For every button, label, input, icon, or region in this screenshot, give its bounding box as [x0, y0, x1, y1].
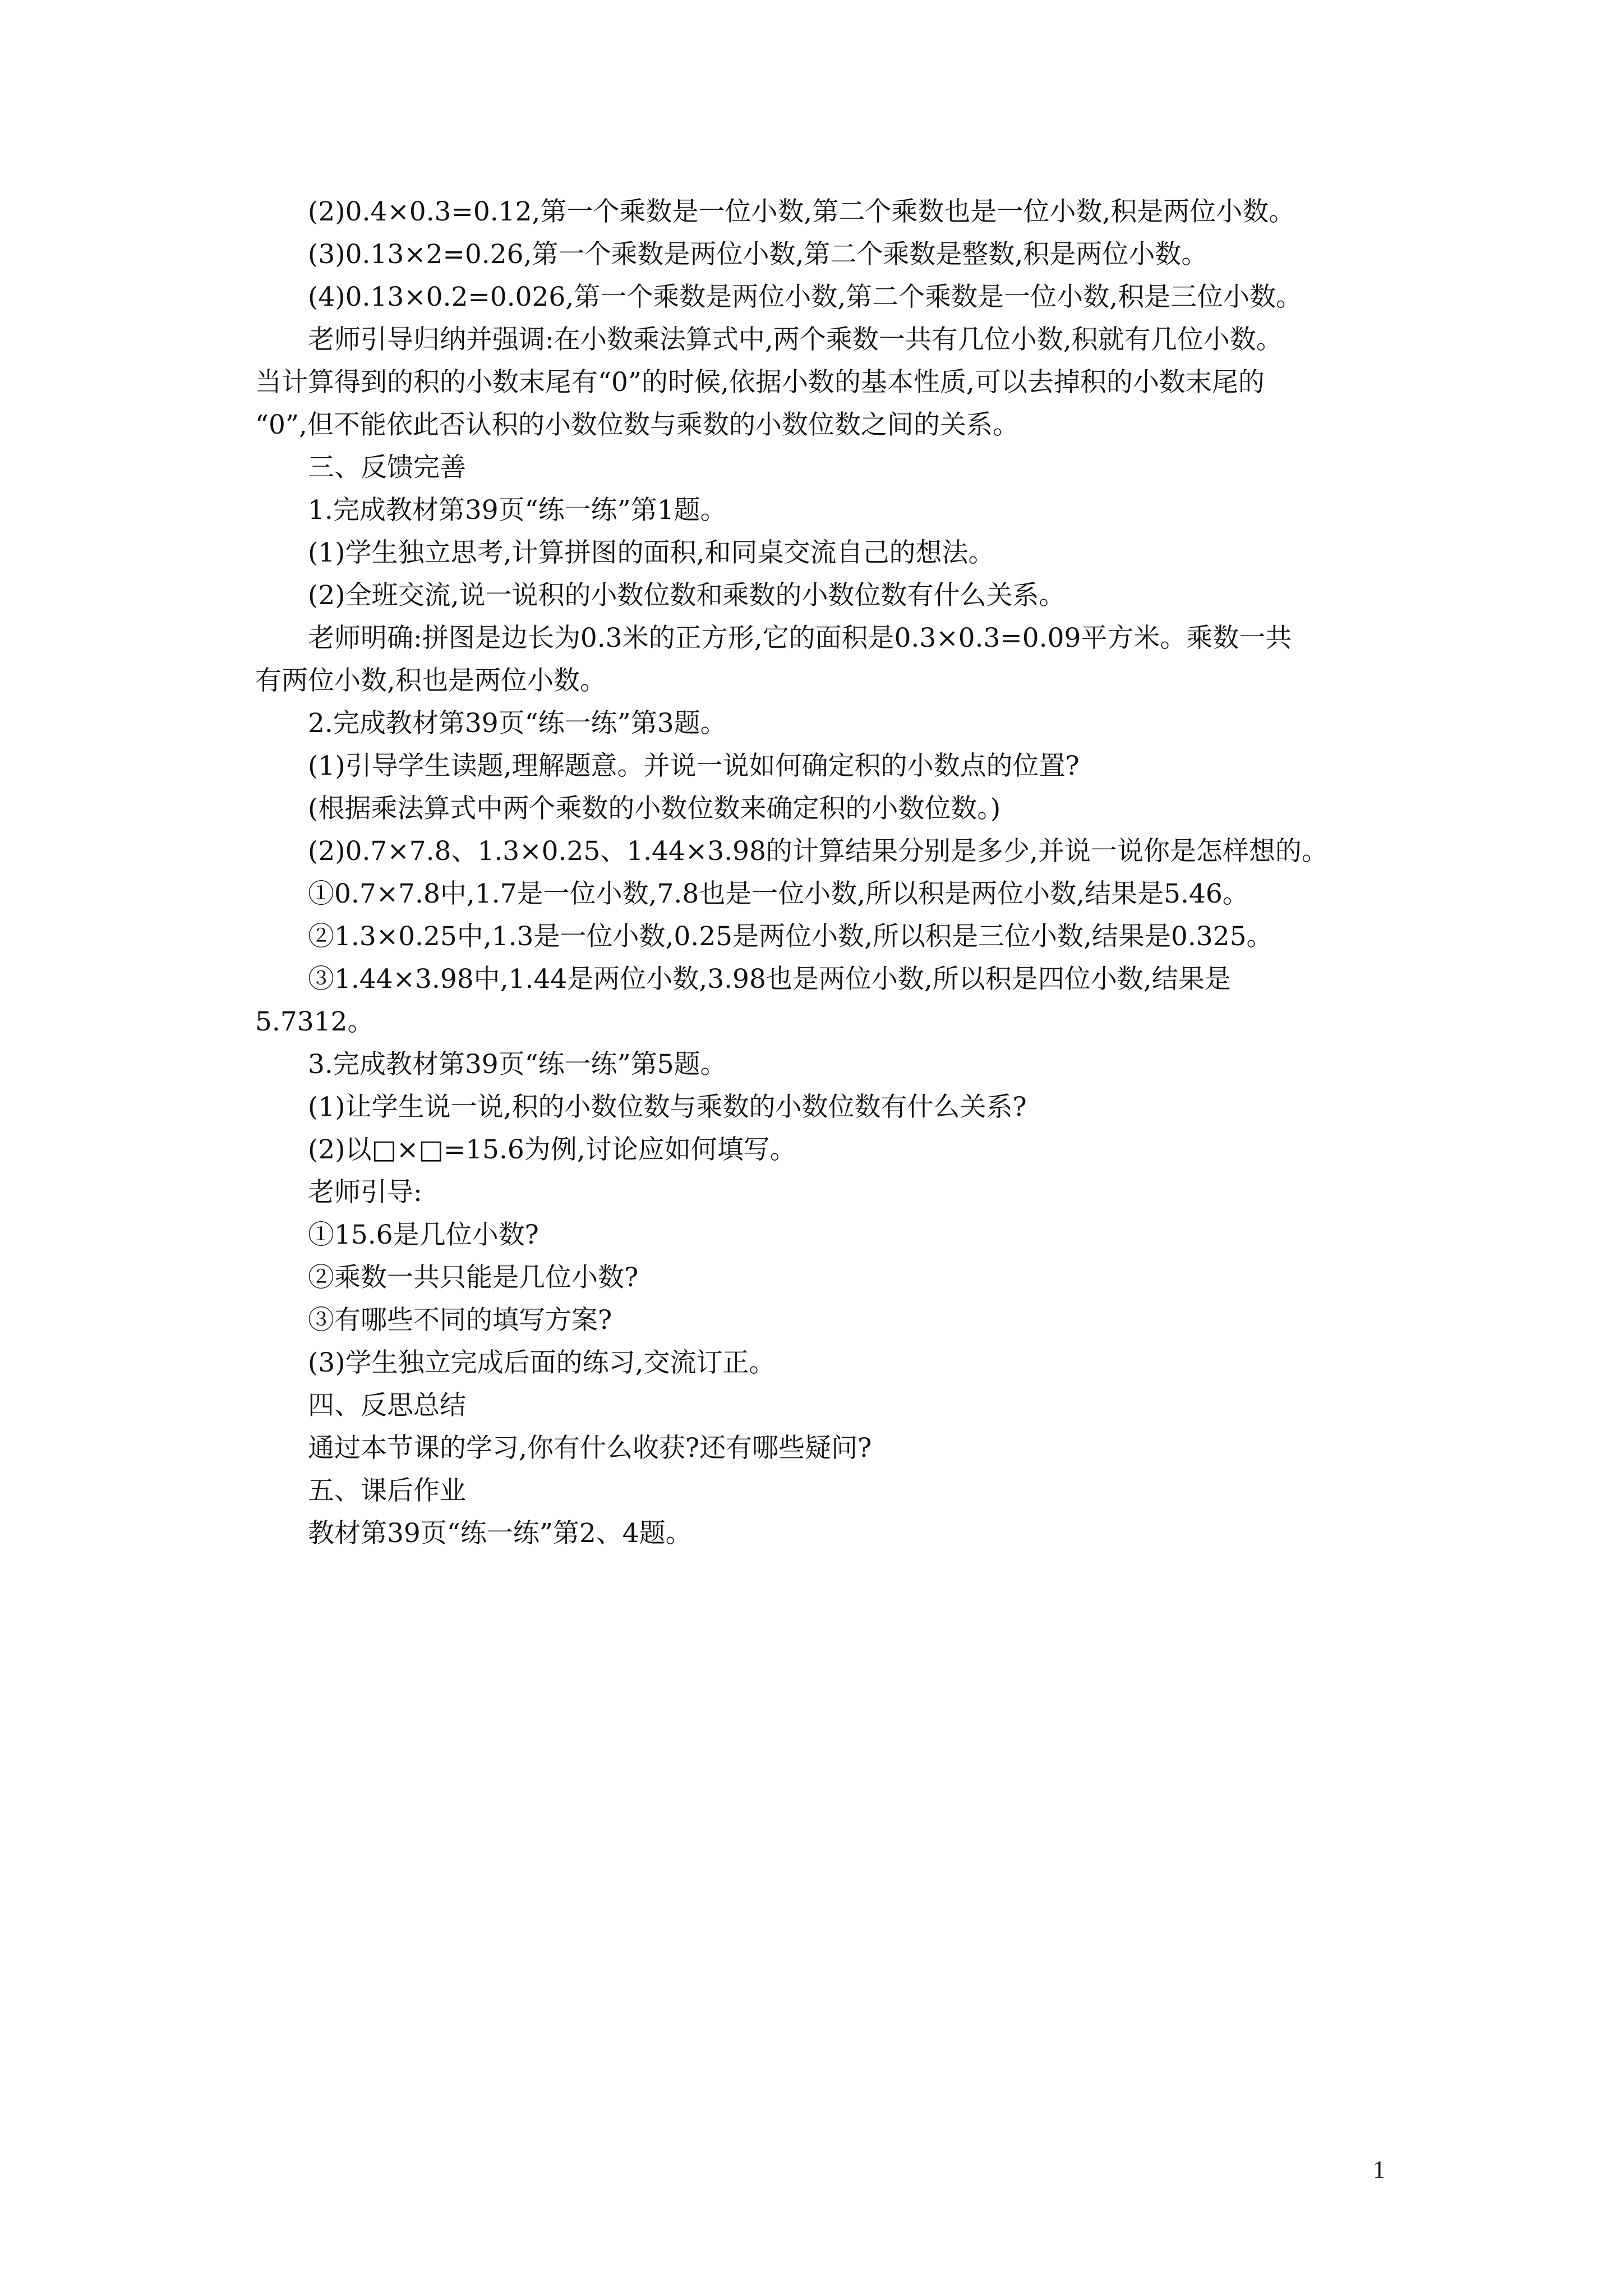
paragraph-line: (根据乘法算式中两个乘数的小数位数来确定积的小数位数。) [308, 793, 1001, 824]
paragraph-line: ③有哪些不同的填写方案? [308, 1305, 612, 1336]
paragraph-line: “0”,但不能依此否认积的小数位数与乘数的小数位数之间的关系。 [255, 409, 1019, 440]
paragraph-line: ②乘数一共只能是几位小数? [308, 1262, 639, 1293]
paragraph-line: (1)让学生说一说,积的小数位数与乘数的小数位数有什么关系? [308, 1092, 1027, 1122]
paragraph-line: 1.完成教材第39页“练一练”第1题。 [308, 495, 727, 526]
paragraph-line: (4)0.13×0.2=0.026,第一个乘数是两位小数,第二个乘数是一位小数,积是三位小数。 [308, 282, 1303, 312]
paragraph-line: (2)0.7×7.8、1.3×0.25、1.44×3.98的计算结果分别是多少,并说一说你是怎样想的。 [308, 836, 1328, 867]
paragraph-line: 当计算得到的积的小数末尾有“0”的时候,依据小数的基本性质,可以去掉积的小数末尾的 [255, 367, 1265, 398]
body-text [255, 191, 1422, 1555]
paragraph-line: (2)以□×□=15.6为例,讨论应如何填写。 [308, 1134, 796, 1165]
paragraph-line: ②1.3×0.25中,1.3是一位小数,0.25是两位小数,所以积是三位小数,结果是0.325。 [308, 921, 1273, 952]
paragraph-line: 3.完成教材第39页“练一练”第5题。 [308, 1049, 727, 1080]
paragraph-line: (2)全班交流,说一说积的小数位数和乘数的小数位数有什么关系。 [308, 580, 1066, 611]
section-heading: 四、反思总结 [308, 1390, 466, 1421]
paragraph-line: 老师引导: [308, 1177, 422, 1208]
paragraph-line: (3)0.13×2=0.26,第一个乘数是两位小数,第二个乘数是整数,积是两位小数。 [308, 239, 1208, 270]
paragraph-line: ①15.6是几位小数? [308, 1220, 539, 1250]
paragraph-line: (2)0.4×0.3=0.12,第一个乘数是一位小数,第二个乘数也是一位小数,积是两位小数。 [308, 196, 1295, 227]
section-heading: 五、课后作业 [308, 1475, 466, 1506]
paragraph-line: (1)学生独立思考,计算拼图的面积,和同桌交流自己的想法。 [308, 537, 995, 568]
paragraph-line: (1)引导学生读题,理解题意。并说一说如何确定积的小数点的位置? [308, 751, 1080, 781]
section-heading: 三、反馈完善 [308, 452, 466, 483]
paragraph-line: 通过本节课的学习,你有什么收获?还有哪些疑问? [308, 1433, 872, 1464]
paragraph-line: 2.完成教材第39页“练一练”第3题。 [308, 708, 727, 739]
paragraph-line: (3)学生独立完成后面的练习,交流订正。 [308, 1347, 776, 1378]
paragraph-line: 教材第39页“练一练”第2、4题。 [308, 1518, 692, 1549]
paragraph-line: ③1.44×3.98中,1.44是两位小数,3.98也是两位小数,所以积是四位小数,结果是 [308, 964, 1231, 995]
paragraph-line: 5.7312。 [255, 1006, 374, 1037]
paragraph-line: 老师明确:拼图是边长为0.3米的正方形,它的面积是0.3×0.3=0.09平方米。乘数一共 [308, 623, 1292, 654]
page-number: 1 [1373, 2156, 1385, 2183]
paragraph-line: 老师引导归纳并强调:在小数乘法算式中,两个乘数一共有几位小数,积就有几位小数。 [308, 324, 1283, 355]
paragraph-line: 有两位小数,积也是两位小数。 [255, 665, 606, 696]
paragraph-line: ①0.7×7.8中,1.7是一位小数,7.8也是一位小数,所以积是两位小数,结果是5.46。 [308, 878, 1249, 909]
